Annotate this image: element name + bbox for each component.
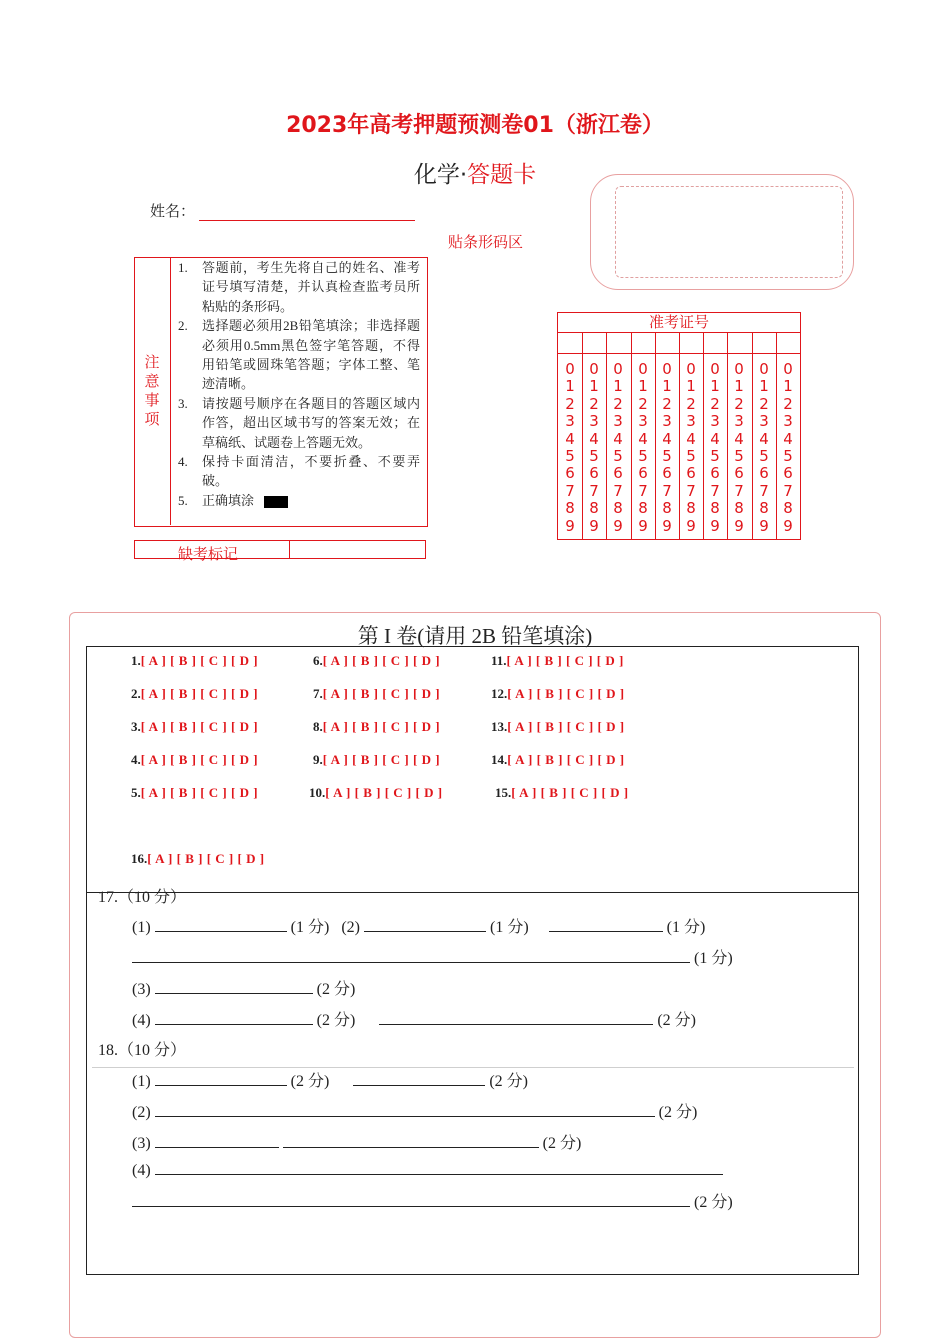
answer-blank[interactable]: [549, 917, 663, 932]
answer-blank[interactable]: [132, 948, 690, 963]
exam-id-digit-bubble[interactable]: 2: [638, 394, 648, 413]
q18-part-label: (1): [132, 1073, 151, 1090]
mc-question: [491, 686, 625, 702]
answer-blank[interactable]: [353, 1071, 485, 1086]
card-label: 答题卡: [467, 162, 537, 188]
answer-blank[interactable]: [132, 1192, 690, 1207]
exam-id-digit-bubble[interactable]: 6: [759, 464, 769, 483]
exam-id-digit-bubble[interactable]: 7: [734, 481, 744, 500]
points: (1 分): [694, 950, 733, 967]
exam-id-digit-bubble[interactable]: 3: [686, 412, 696, 431]
absent-divider: [289, 541, 290, 558]
exam-id-digit-bubble[interactable]: 1: [686, 377, 696, 396]
barcode-label: 贴条形码区: [448, 233, 524, 251]
points: (2 分): [290, 1073, 330, 1090]
exam-id-digit-bubble[interactable]: 3: [589, 412, 599, 431]
mc-question-number: 11.: [491, 653, 507, 668]
mc-option-bubbles[interactable]: [ A ] [ B ] [ C ] [ D ]: [322, 653, 441, 668]
fill-sample-label: 正确填涂: [202, 492, 255, 508]
q18-row1: [132, 1068, 528, 1091]
q17-part-label: (3): [132, 981, 151, 998]
mc-question: [313, 719, 440, 735]
mc-question-number: 2.: [131, 686, 141, 701]
mc-option-bubbles[interactable]: [ A ] [ B ] [ C ] [ D ]: [140, 752, 259, 767]
notice-item: [178, 258, 420, 316]
page-title: 2023年高考押题预测卷01（浙江卷）: [286, 113, 664, 138]
exam-id-digit-bubble[interactable]: 5: [686, 447, 696, 466]
exam-id-digit-bubble[interactable]: 9: [613, 516, 623, 535]
q17-row3: [132, 976, 355, 999]
exam-id-title: 准考证号: [558, 313, 800, 333]
notice-title-char: 注: [144, 353, 160, 371]
exam-id-digit-bubble[interactable]: 5: [662, 447, 672, 466]
exam-id-digit-bubble[interactable]: 4: [565, 429, 575, 448]
q18-part-label: (3): [132, 1135, 151, 1152]
subject-label: 化学·: [413, 162, 468, 188]
mc-question: [495, 785, 629, 801]
exam-id-digit-bubble[interactable]: 3: [734, 412, 744, 431]
exam-id-digit-bubble[interactable]: 1: [734, 377, 744, 396]
exam-id-column: [655, 361, 679, 535]
points: (1 分): [290, 919, 330, 936]
exam-id-digit-bubble[interactable]: 5: [783, 447, 793, 466]
notice-num: 2.: [178, 318, 188, 334]
exam-id-digit-bubble[interactable]: 8: [613, 499, 623, 518]
exam-id-digit-bubble[interactable]: 4: [589, 429, 599, 448]
exam-id-digit-bubble[interactable]: 7: [710, 481, 720, 500]
exam-id-digit-bubble[interactable]: 8: [759, 499, 769, 518]
exam-id-digit-bubble[interactable]: 2: [734, 394, 744, 413]
exam-id-digit-bubble[interactable]: 6: [589, 464, 599, 483]
mc-option-bubbles[interactable]: [ A ] [ B ] [ C ] [ D ]: [325, 785, 443, 800]
section-title: 第 I 卷(请用 2B 铅笔填涂): [357, 624, 593, 648]
absent-mark-label: 缺考标记: [178, 545, 239, 563]
points: (2 分): [542, 1135, 582, 1152]
notice-title-cell: [134, 257, 171, 525]
exam-id-digit-bubble[interactable]: 5: [710, 447, 720, 466]
name-label: 姓名：: [150, 204, 196, 220]
exam-id-column: [727, 361, 751, 535]
exam-id-digit-bubble[interactable]: 6: [734, 464, 744, 483]
q18-row4: [132, 1160, 723, 1180]
exam-id-digit-bubble[interactable]: 4: [662, 429, 672, 448]
notice-title-char: 事: [144, 391, 160, 409]
notice-num: 3.: [178, 395, 188, 411]
exam-id-digit-bubble[interactable]: 6: [638, 464, 648, 483]
exam-id-column: [752, 361, 776, 535]
name-row: [150, 200, 415, 221]
mc-option-bubbles[interactable]: [ A ] [ B ] [ C ] [ D ]: [511, 785, 629, 800]
answer-blank[interactable]: [155, 1133, 279, 1148]
q18-row3: [132, 1130, 581, 1153]
exam-id-digit-bubble[interactable]: 0: [734, 360, 744, 378]
exam-id-digit-bubble[interactable]: 0: [710, 360, 720, 378]
exam-id-digit-bubble[interactable]: 6: [613, 464, 623, 483]
exam-id-digit-bubble[interactable]: 1: [662, 377, 672, 396]
mc-question: [131, 851, 265, 867]
q17-row4: [132, 1007, 696, 1030]
exam-id-digit-bubble[interactable]: 6: [783, 464, 793, 483]
answer-blank[interactable]: [283, 1133, 539, 1148]
exam-id-digit-bubble[interactable]: 3: [613, 412, 623, 431]
q17-row2: [132, 945, 733, 968]
exam-id-digit-bubble[interactable]: 0: [589, 360, 599, 378]
exam-id-digit-bubble[interactable]: 5: [638, 447, 648, 466]
exam-id-column: [776, 361, 800, 535]
exam-id-digit-bubble[interactable]: 0: [613, 360, 623, 378]
mc-question: [131, 686, 258, 702]
mc-question-number: 12.: [491, 686, 508, 701]
mc-option-bubbles[interactable]: [ A ] [ B ] [ C ] [ D ]: [506, 653, 624, 668]
exam-id-digit-bubble[interactable]: 1: [589, 377, 599, 396]
exam-id-column: [679, 361, 703, 535]
notice-title-char: 项: [144, 410, 160, 428]
exam-id-digit-bubble[interactable]: 7: [783, 481, 793, 500]
mc-question-number: 13.: [491, 719, 508, 734]
exam-id-digit-bubble[interactable]: 3: [638, 412, 648, 431]
exam-id-digit-bubble[interactable]: 6: [565, 464, 575, 483]
q18-part-label: (4): [132, 1162, 151, 1179]
mc-option-bubbles[interactable]: [ A ] [ B ] [ C ] [ D ]: [322, 686, 441, 701]
exam-id-digit-bubble[interactable]: 8: [638, 499, 648, 518]
exam-id-digit-bubble[interactable]: 1: [710, 377, 720, 396]
exam-id-digit-bubble[interactable]: 1: [783, 377, 793, 396]
exam-id-digit-bubble[interactable]: 4: [734, 429, 744, 448]
notice-text: [202, 491, 420, 510]
exam-id-column: [582, 361, 606, 535]
notice-text: 选择题必须用2B铅笔填涂；非选择题必须用0.5mm黑色签字笔答题，不得用铅笔或圆珠笔答题；字体工整、笔迹清晰。: [202, 318, 420, 392]
exam-id-digit-bubble[interactable]: 6: [662, 464, 672, 483]
exam-id-digit-bubble[interactable]: 2: [613, 394, 623, 413]
mc-question: [309, 785, 443, 801]
exam-id-digit-bubble[interactable]: 1: [565, 377, 575, 396]
notice-item: [178, 394, 420, 452]
mc-question: [131, 653, 258, 669]
fill-sample-mark: [264, 496, 288, 508]
mc-option-bubbles[interactable]: [ A ] [ B ] [ C ] [ D ]: [507, 686, 625, 701]
points: (2 分): [489, 1073, 528, 1090]
exam-id-digit-bubble[interactable]: 5: [734, 447, 744, 466]
exam-id-digit-bubble[interactable]: 4: [638, 429, 648, 448]
mc-question-number: 3.: [131, 719, 141, 734]
exam-id-grid: [557, 312, 801, 540]
answer-blank[interactable]: [379, 1010, 653, 1025]
notice-title-char: 意: [144, 372, 160, 390]
notice-item: [178, 452, 420, 491]
exam-id-digit-bubble[interactable]: 0: [759, 360, 769, 378]
exam-id-digit-bubble[interactable]: 0: [783, 360, 793, 378]
q18-row2: [132, 1099, 697, 1122]
exam-id-digit-bubble[interactable]: 8: [734, 499, 744, 518]
exam-id-digit-bubble[interactable]: 8: [565, 499, 575, 518]
exam-id-digit-bubble[interactable]: 0: [662, 360, 672, 378]
answer-blank[interactable]: [155, 917, 287, 932]
exam-id-column: [606, 361, 630, 535]
answer-blank[interactable]: [155, 1010, 313, 1025]
q18-part-label: (2): [132, 1104, 151, 1121]
q18-heading: 18.（10 分）: [98, 1042, 187, 1059]
notice-title: [134, 353, 170, 429]
exam-id-digit-bubble[interactable]: 1: [613, 377, 623, 396]
q17-part-label: (2): [341, 919, 360, 936]
mc-question-number: 4.: [131, 752, 141, 767]
exam-id-digit-bubble[interactable]: 8: [710, 499, 720, 518]
exam-id-digit-bubble[interactable]: 2: [759, 394, 769, 413]
exam-id-digit-bubble[interactable]: 9: [662, 516, 672, 535]
points: (2 分): [316, 981, 356, 998]
mc-option-bubbles[interactable]: [ A ] [ B ] [ C ] [ D ]: [507, 752, 625, 767]
mc-question-number: 9.: [313, 752, 323, 767]
notice-list: [178, 258, 420, 510]
mc-question-number: 10.: [309, 785, 326, 800]
exam-id-digit-bubble[interactable]: 9: [638, 516, 648, 535]
exam-id-digit-bubble[interactable]: 7: [759, 481, 769, 500]
exam-id-digit-bubble[interactable]: 7: [589, 481, 599, 500]
answer-blank[interactable]: [155, 1071, 287, 1086]
notice-text: 保持卡面清洁，不要折叠、不要弄破。: [202, 454, 420, 489]
mc-question: [131, 785, 258, 801]
mc-question: [313, 653, 440, 669]
mc-question: [491, 653, 624, 669]
mc-option-bubbles[interactable]: [ A ] [ B ] [ C ] [ D ]: [507, 719, 625, 734]
exam-id-digit-bubble[interactable]: 2: [783, 394, 793, 413]
exam-id-column: [558, 361, 582, 535]
exam-id-digit-bubble[interactable]: 4: [783, 429, 793, 448]
mc-question: [491, 752, 625, 768]
exam-id-digit-bubble[interactable]: 6: [710, 464, 720, 483]
exam-id-digit-bubble[interactable]: 5: [613, 447, 623, 466]
q17-heading: 17.（10 分）: [98, 889, 187, 906]
mc-option-bubbles[interactable]: [ A ] [ B ] [ C ] [ D ]: [322, 719, 441, 734]
name-field[interactable]: [199, 204, 415, 221]
exam-id-digit-bubble[interactable]: 4: [686, 429, 696, 448]
exam-id-digit-bubble[interactable]: 8: [686, 499, 696, 518]
exam-id-digit-bubble[interactable]: 7: [613, 481, 623, 500]
notice-num: 1.: [178, 260, 188, 275]
mc-option-bubbles[interactable]: [ A ] [ B ] [ C ] [ D ]: [140, 719, 259, 734]
mc-question: [313, 752, 440, 768]
notice-text: 请按题号顺序在各题目的答题区域内作答，超出区域书写的答案无效；在草稿纸、试题卷上答题无效。: [202, 395, 420, 450]
exam-id-digit-bubble[interactable]: 4: [759, 429, 769, 448]
exam-id-digit-bubble[interactable]: 7: [565, 481, 575, 500]
points: (1 分): [489, 919, 529, 936]
mc-question-number: 16.: [131, 851, 148, 866]
mc-option-bubbles[interactable]: [ A ] [ B ] [ C ] [ D ]: [140, 785, 259, 800]
answer-blank[interactable]: [155, 1160, 723, 1175]
barcode-area[interactable]: [615, 186, 843, 278]
exam-id-digit-bubble[interactable]: 9: [686, 516, 696, 535]
notice-num: 5.: [178, 492, 188, 508]
exam-id-column: [703, 361, 727, 535]
exam-id-digit-bubble[interactable]: 0: [565, 360, 575, 378]
mc-question-number: 6.: [313, 653, 323, 668]
exam-id-digit-bubble[interactable]: 3: [662, 412, 672, 431]
exam-id-digit-bubble[interactable]: 2: [662, 394, 672, 413]
exam-id-digit-bubble[interactable]: 5: [565, 447, 575, 466]
points: (1 分): [666, 919, 706, 936]
points: (2 分): [694, 1194, 733, 1211]
mc-question-number: 5.: [131, 785, 141, 800]
exam-id-digit-bubble[interactable]: 9: [759, 516, 769, 535]
exam-id-digit-bubble[interactable]: 1: [638, 377, 648, 396]
mc-question-number: 8.: [313, 719, 323, 734]
q17-row1: [132, 914, 705, 937]
mc-option-bubbles[interactable]: [ A ] [ B ] [ C ] [ D ]: [140, 653, 259, 668]
exam-id-digit-bubble[interactable]: 9: [710, 516, 720, 535]
exam-id-digit-bubble[interactable]: 3: [710, 412, 720, 431]
mc-question-number: 14.: [491, 752, 508, 767]
exam-id-digit-bubble[interactable]: 3: [783, 412, 793, 431]
mc-question-number: 1.: [131, 653, 141, 668]
mc-question-number: 7.: [313, 686, 323, 701]
exam-id-digit-bubble[interactable]: 8: [783, 499, 793, 518]
exam-id-digit-bubble[interactable]: 2: [589, 394, 599, 413]
notice-item: [178, 491, 420, 510]
points: (2 分): [657, 1012, 696, 1029]
q18-row5: [132, 1189, 733, 1212]
exam-id-digit-bubble[interactable]: 6: [686, 464, 696, 483]
exam-id-digit-bubble[interactable]: 7: [662, 481, 672, 500]
answer-blank[interactable]: [155, 1102, 655, 1117]
exam-id-digit-bubble[interactable]: 9: [589, 516, 599, 535]
exam-id-column: [631, 361, 655, 535]
exam-id-digit-bubble[interactable]: 3: [759, 412, 769, 431]
exam-id-digit-bubble[interactable]: 5: [759, 447, 769, 466]
exam-id-digit-bubble[interactable]: 1: [759, 377, 769, 396]
exam-id-digit-bubble[interactable]: 8: [589, 499, 599, 518]
exam-id-digit-bubble[interactable]: 3: [565, 412, 575, 431]
mc-question: [131, 719, 258, 735]
mc-question: [313, 686, 440, 702]
exam-id-digit-bubble[interactable]: 8: [662, 499, 672, 518]
notice-item: [178, 316, 420, 394]
points: (2 分): [316, 1012, 356, 1029]
answer-blank[interactable]: [364, 917, 486, 932]
exam-id-digit-bubble[interactable]: 0: [686, 360, 696, 378]
q17-part-label: (4): [132, 1012, 151, 1029]
exam-id-digit-bubble[interactable]: 7: [686, 481, 696, 500]
mc-question: [131, 752, 258, 768]
notice-text: 答题前，考生先将自己的姓名、准考证号填写清楚，并认真检查监考员所粘贴的条形码。: [202, 260, 420, 314]
mc-option-bubbles[interactable]: [ A ] [ B ] [ C ] [ D ]: [322, 752, 441, 767]
mc-option-bubbles[interactable]: [ A ] [ B ] [ C ] [ D ]: [147, 851, 265, 866]
exam-id-digit-bubble[interactable]: 2: [710, 394, 720, 413]
exam-id-digit-bubble[interactable]: 9: [565, 516, 575, 535]
notice-num: 4.: [178, 454, 188, 470]
q17-part-label: (1): [132, 919, 151, 936]
exam-id-digit-bubble[interactable]: 7: [638, 481, 648, 500]
exam-id-digit-bubble[interactable]: 9: [734, 516, 744, 535]
mc-question-number: 15.: [495, 785, 512, 800]
mc-question: [491, 719, 625, 735]
exam-id-digit-bubble[interactable]: 4: [710, 429, 720, 448]
points: (2 分): [658, 1104, 698, 1121]
exam-id-digit-bubble[interactable]: 5: [589, 447, 599, 466]
mc-option-bubbles[interactable]: [ A ] [ B ] [ C ] [ D ]: [140, 686, 259, 701]
exam-id-digit-bubble[interactable]: 2: [686, 394, 696, 413]
answer-blank[interactable]: [155, 979, 313, 994]
exam-id-digit-bubble[interactable]: 0: [638, 360, 648, 378]
exam-id-digit-bubble[interactable]: 2: [565, 394, 575, 413]
exam-id-digit-bubble[interactable]: 4: [613, 429, 623, 448]
exam-id-digit-bubble[interactable]: 9: [783, 516, 793, 535]
